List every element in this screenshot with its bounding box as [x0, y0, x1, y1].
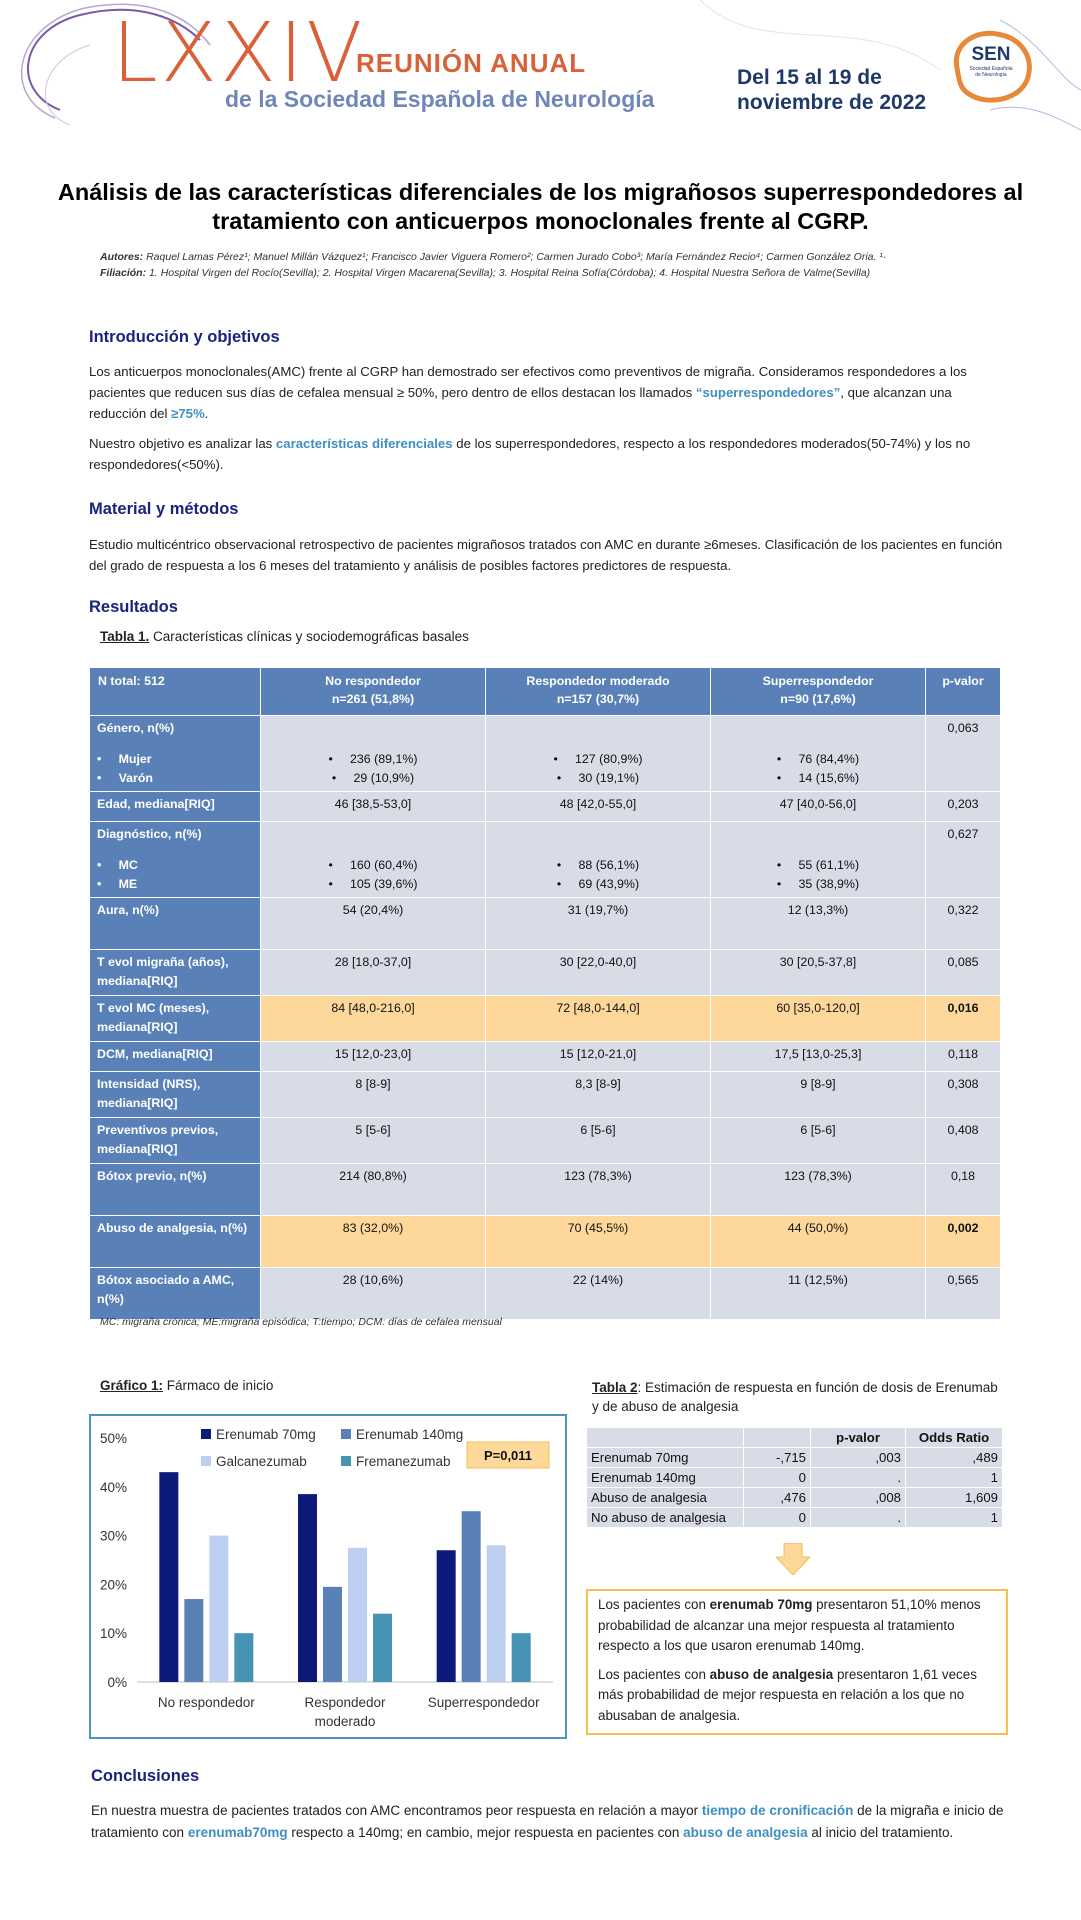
table-row-highlighted: Abuso de analgesia, n(%) 83 (32,0%) 70 (45,5%) 44 (50,0%) 0,002	[90, 1216, 1001, 1268]
bar-erenumab-140mg	[462, 1511, 481, 1682]
table-row-highlighted: T evol MC (meses), mediana[RIQ] 84 [48,0-216,0] 72 [48,0-144,0] 60 [35,0-120,0] 0,016	[90, 996, 1001, 1042]
legend-label: Galcanezumab	[216, 1454, 307, 1469]
methods-paragraph: Estudio multicéntrico observacional retrospectivo de pacientes migrañosos tratados con AMC en durante ≥6meses. Clasificación de los pacientes en función del grado de respuesta a los 6 meses del tratamiento y análisis de posibles factores predictores de respuesta.	[89, 537, 1003, 573]
intro-paragraph-2: Nuestro objetivo es analizar las características diferenciales de los superrespondedores, respecto a los respondedores moderados(50-74%) y los no respondedores(<50%).	[89, 436, 971, 472]
summary-erenumab: Los pacientes con erenumab 70mg presentaron 51,10% menos probabilidad de alcanzar una mejor respuesta al tratamiento respecto a los que usaron erenumab 140mg.	[598, 1597, 981, 1653]
title-line1: Análisis de las características diferenciales de los migrañosos superrespondedores al	[57, 179, 1024, 205]
legend-label: Fremanezumab	[356, 1454, 451, 1469]
meeting-dates	[737, 65, 926, 115]
affiliation-label: Filiación:	[100, 267, 147, 279]
logo-subtext: Sociedad Española de Neurología	[969, 66, 1013, 78]
x-tick-label: No respondedor	[157, 1695, 255, 1710]
table2-caption: Tabla 2: Estimación de respuesta en función de dosis de Erenumab y de abuso de analgesia	[592, 1380, 998, 1414]
table1-caption: Tabla 1. Características clínicas y sociodemográficas basales	[100, 629, 469, 644]
significant-p-value: 0,016	[926, 996, 1001, 1042]
bar-fremanezumab	[512, 1633, 531, 1682]
highlight-superrespondedores: “superrespondedores”	[695, 385, 841, 400]
table-row: Género, n(%) • Mujer • Varón • 236 (89,1%) • 29 (10,9%) • 127 (80,9%) • 30 (19,1%) • 76 (84,4%) • 14 (15,6%) 0,063	[90, 716, 1001, 792]
y-tick-label: 20%	[99, 1577, 127, 1593]
header-banner	[0, 0, 1081, 140]
bar-erenumab-70mg	[159, 1472, 178, 1682]
table-row: Diagnóstico, n(%) • MC • ME • 160 (60,4%) • 105 (39,6%) • 88 (56,1%) • 69 (43,9%) • 55 (61,1%) • 35 (38,9%) 0,627	[90, 822, 1001, 898]
bar-fremanezumab	[234, 1633, 253, 1682]
table1	[89, 667, 1001, 1320]
highlight-erenumab70: erenumab70mg	[187, 1824, 288, 1840]
society-name: de la Sociedad Española de Neurología	[225, 86, 655, 112]
table2-label: Tabla 2	[592, 1380, 638, 1395]
dates-line2: noviembre de 2022	[737, 91, 927, 114]
bar-erenumab-70mg	[298, 1494, 317, 1682]
table-row: Abuso de analgesia ,476 ,008 1,609	[587, 1488, 1003, 1508]
affiliations: 1. Hospital Virgen del Rocío(Sevilla); 2. Hospital Virgen Macarena(Sevilla); 3. Hospital Reina Sofía(Córdoba); 4. Hospital Nuestra Señora de Valme(Sevilla)	[149, 267, 871, 279]
arrow-down-icon	[776, 1543, 810, 1575]
y-tick-label: 40%	[99, 1479, 127, 1495]
results-summary-box	[586, 1589, 1008, 1735]
y-tick-label: 50%	[99, 1431, 127, 1446]
methods-heading: Material y métodos	[89, 500, 239, 518]
significant-p-value: 0,002	[926, 1216, 1001, 1268]
table-row: Bótox asociado a AMC, n(%) 28 (10,6%) 22 (14%) 11 (12,5%) 0,565	[90, 1268, 1001, 1320]
bar-galcanezumab	[348, 1548, 367, 1682]
y-tick-label: 0%	[107, 1675, 127, 1690]
table2	[586, 1427, 1003, 1528]
logo-text: SEN	[971, 44, 1011, 65]
authors-block	[100, 249, 1040, 281]
table1-label: Tabla 1.	[100, 629, 150, 644]
header-superrespondedor: Superrespondedor n=90 (17,6%)	[711, 668, 926, 716]
table-row: T evol migraña (años), mediana[RIQ] 28 [18,0-37,0] 30 [22,0-40,0] 30 [20,5-37,8] 0,085	[90, 950, 1001, 996]
highlight-abuso: abuso de analgesia	[683, 1824, 808, 1840]
y-tick-label: 30%	[99, 1528, 127, 1544]
table1-footnote: MC: migraña crónica; ME:migraña episódica; T:tiempo; DCM: días de cefalea mensual	[100, 1316, 502, 1328]
table-row: DCM, mediana[RIQ] 15 [12,0-23,0] 15 [12,0-21,0] 17,5 [13,0-25,3] 0,118	[90, 1042, 1001, 1072]
intro-heading: Introducción y objetivos	[89, 328, 280, 346]
title-line2: tratamiento con anticuerpos monoclonales frente al CGRP.	[212, 208, 869, 234]
chart-caption: Gráfico 1: Fármaco de inicio	[100, 1378, 274, 1393]
bar-erenumab-140mg	[323, 1587, 342, 1682]
highlight-75: ≥75%	[171, 406, 205, 421]
header-respondedor-moderado: Respondedor moderado n=157 (30,7%)	[486, 668, 711, 716]
bar-chart	[91, 1416, 565, 1737]
bar-galcanezumab	[209, 1536, 228, 1682]
bar-fremanezumab	[373, 1614, 392, 1682]
table-row: Erenumab 140mg 0 . 1	[587, 1468, 1003, 1488]
meeting-title: REUNIÓN ANUAL	[356, 48, 587, 78]
chart-label: Gráfico 1:	[100, 1378, 164, 1393]
conclusions-paragraph: En nuestra muestra de pacientes tratados con AMC encontramos peor respuesta en relación a mayor tiempo de cronificación de la migraña e inicio de tratamiento con erenumab70mg respecto a 140mg; en cambio, mejor respuesta en pacientes con abuso de analgesia al inicio del tratamiento.	[91, 1803, 1004, 1840]
table-row: Erenumab 70mg -,715 ,003 ,489	[587, 1448, 1003, 1468]
legend-label: Erenumab 70mg	[216, 1427, 316, 1442]
poster-title	[30, 178, 1051, 236]
table-row: Preventivos previos, mediana[RIQ] 5 [5-6] 6 [5-6] 6 [5-6] 0,408	[90, 1118, 1001, 1164]
header-no-respondedor: No respondedor n=261 (51,8%)	[261, 668, 486, 716]
conclusions-heading: Conclusiones	[91, 1767, 200, 1785]
table-row: Edad, mediana[RIQ] 46 [38,5-53,0] 48 [42,0-55,0] 47 [40,0-56,0] 0,203	[90, 792, 1001, 822]
table-row: Bótox previo, n(%) 214 (80,8%) 123 (78,3%) 123 (78,3%) 0,18	[90, 1164, 1001, 1216]
p-value-annotation: P=0,011	[483, 1448, 533, 1463]
chart-frame	[89, 1414, 567, 1739]
authors-list: Raquel Lamas Pérez¹; Manuel Millán Vázquez¹; Francisco Javier Viguera Romero²; Carmen Jurado Cobo³; María Fernández Recio⁴; Carmen González Oria. ¹·	[146, 251, 887, 263]
table-row: No abuso de analgesia 0 . 1	[587, 1508, 1003, 1528]
table1-header-row	[90, 668, 1001, 716]
bar-galcanezumab	[487, 1545, 506, 1682]
header-ntotal: N total: 512	[90, 668, 261, 716]
bar-erenumab-140mg	[184, 1599, 203, 1682]
legend-swatch	[201, 1456, 211, 1466]
legend-swatch	[341, 1429, 351, 1439]
header-p-valor: p-valor	[926, 668, 1001, 716]
bar-erenumab-70mg	[437, 1550, 456, 1682]
y-tick-label: 10%	[99, 1626, 127, 1642]
row-label-genero: Género, n(%) • Mujer • Varón	[90, 716, 261, 792]
results-heading: Resultados	[89, 598, 178, 616]
row-label-diagnostico: Diagnóstico, n(%) • MC • ME	[90, 822, 261, 898]
table2-header-row: p-valor Odds Ratio	[587, 1428, 1003, 1448]
intro-paragraph-1: Los anticuerpos monoclonales(AMC) frente al CGRP han demostrado ser efectivos como preventivos de migraña. Consideramos respondedores a los pacientes que reducen sus días de cefalea mensual ≥ 50%, pero dentro de ellos destacan los llamados “superrespondedores”, que alcanzan una reducción del ≥75%.	[89, 364, 967, 421]
summary-abuso: Los pacientes con abuso de analgesia presentaron 1,61 veces más probabilidad de mejor respuesta en relación a los que no abusaban de analgesia.	[598, 1666, 977, 1723]
x-tick-label: moderado	[314, 1714, 376, 1729]
authors-label: Autores:	[100, 251, 144, 263]
highlight-caracteristicas: características diferenciales	[275, 436, 453, 451]
x-tick-label: Respondedor	[304, 1695, 386, 1710]
legend-swatch	[201, 1429, 211, 1439]
x-tick-label: Superrespondedor	[427, 1695, 540, 1710]
congress-number: LXXIV	[112, 6, 366, 101]
table-row: Intensidad (NRS), mediana[RIQ] 8 [8-9] 8,3 [8-9] 9 [8-9] 0,308	[90, 1072, 1001, 1118]
highlight-cronificacion: tiempo de cronificación	[701, 1803, 854, 1818]
table-row: Aura, n(%) 54 (20,4%) 31 (19,7%) 12 (13,3%) 0,322	[90, 898, 1001, 950]
legend-swatch	[341, 1456, 351, 1466]
legend-label: Erenumab 140mg	[356, 1427, 464, 1442]
dates-line1: Del 15 al 19 de	[737, 66, 882, 89]
